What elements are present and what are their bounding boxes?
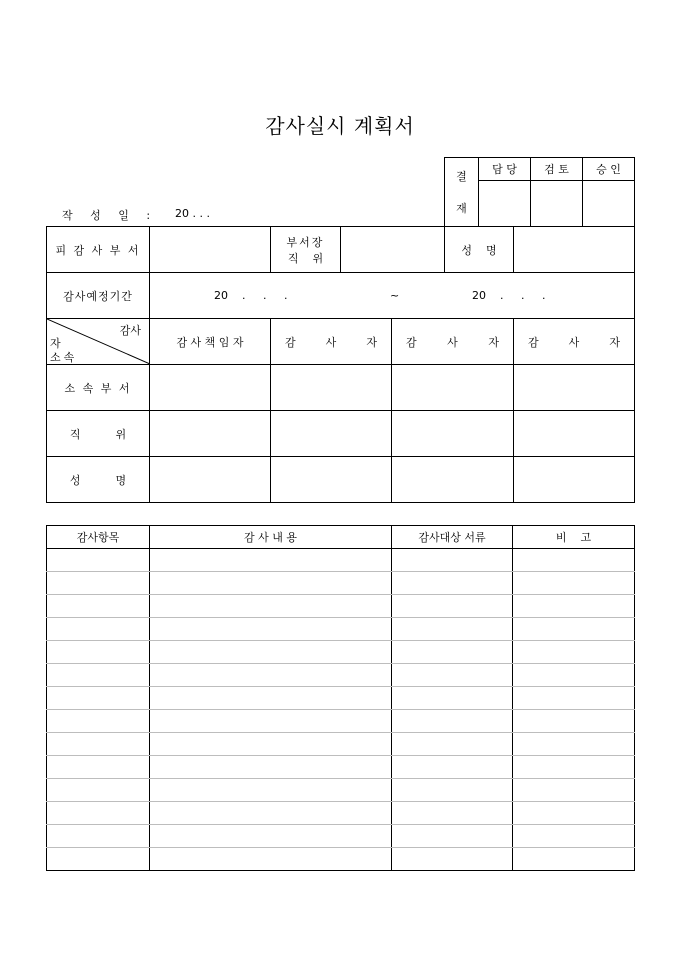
table-row [47,710,635,733]
auditor-3-dept[interactable] [514,365,635,411]
approval-sign-review[interactable] [531,181,583,227]
row-label-position: 직 위 [47,411,150,457]
docs-cell[interactable] [392,825,513,848]
content-cell[interactable] [150,549,392,572]
docs-cell[interactable] [392,779,513,802]
item-cell[interactable] [47,848,150,871]
item-cell[interactable] [47,825,150,848]
item-cell[interactable] [47,595,150,618]
content-cell[interactable] [150,756,392,779]
period-end: 20 . . . [472,289,546,302]
auditor-3-name[interactable] [514,457,635,503]
approval-col-approve: 승 인 [583,158,635,181]
written-date-value[interactable]: 20 . . . [175,207,210,220]
table-row [47,549,635,572]
docs-cell[interactable] [392,641,513,664]
remarks-cell[interactable] [513,825,635,848]
table-row [47,756,635,779]
auditor-2-dept[interactable] [392,365,514,411]
content-cell[interactable] [150,802,392,825]
remarks-cell[interactable] [513,641,635,664]
auditor-lead-name[interactable] [150,457,271,503]
item-cell[interactable] [47,664,150,687]
header-target-docs: 감사대상 서류 [392,526,513,549]
content-cell[interactable] [150,595,392,618]
remarks-cell[interactable] [513,549,635,572]
auditor-2-position[interactable] [392,411,514,457]
period-tilde: ~ [390,289,400,302]
row-label-name: 성 명 [47,457,150,503]
table-row [47,664,635,687]
period-start: 20 . . . [214,289,288,302]
name-field[interactable] [514,227,635,273]
remarks-cell[interactable] [513,595,635,618]
period-field[interactable] [150,273,635,319]
remarks-cell[interactable] [513,733,635,756]
table-row [47,687,635,710]
auditor-lead-header: 감 사 책 임 자 [150,319,271,365]
page-title: 감사실시 계획서 [265,114,415,138]
remarks-cell[interactable] [513,848,635,871]
item-cell[interactable] [47,687,150,710]
table-row [47,618,635,641]
dept-head-field[interactable] [341,227,445,273]
content-cell[interactable] [150,618,392,641]
docs-cell[interactable] [392,595,513,618]
approval-sign-staff[interactable] [479,181,531,227]
approval-col-review: 검 토 [531,158,583,181]
remarks-cell[interactable] [513,687,635,710]
docs-cell[interactable] [392,848,513,871]
auditor-1-dept[interactable] [271,365,392,411]
auditor-header-3: 감 사 자 [514,319,635,365]
auditor-lead-dept[interactable] [150,365,271,411]
item-cell[interactable] [47,756,150,779]
approval-box [444,157,635,227]
content-cell[interactable] [150,825,392,848]
item-cell[interactable] [47,641,150,664]
auditor-2-name[interactable] [392,457,514,503]
audit-items-table [46,525,635,871]
content-cell[interactable] [150,664,392,687]
remarks-cell[interactable] [513,572,635,595]
content-cell[interactable] [150,641,392,664]
docs-cell[interactable] [392,549,513,572]
auditor-header-2: 감 사 자 [392,319,514,365]
auditor-header-1: 감 사 자 [271,319,392,365]
name-label: 성 명 [445,227,514,273]
written-date [62,207,210,223]
item-cell[interactable] [47,733,150,756]
table-row [47,779,635,802]
audited-dept-field[interactable] [150,227,271,273]
table-row [47,595,635,618]
auditor-corner-cell: 감사 자 소속 [47,319,150,365]
docs-cell[interactable] [392,618,513,641]
item-cell[interactable] [47,549,150,572]
table-row [47,733,635,756]
auditor-lead-position[interactable] [150,411,271,457]
audit-info-table [46,226,635,503]
remarks-cell[interactable] [513,779,635,802]
auditor-3-position[interactable] [514,411,635,457]
approval-label: 결 재 [445,158,479,227]
docs-cell[interactable] [392,756,513,779]
table-row [47,848,635,871]
header-audit-item: 감사항목 [47,526,150,549]
content-cell[interactable] [150,848,392,871]
remarks-cell[interactable] [513,664,635,687]
docs-cell[interactable] [392,733,513,756]
table-row [47,802,635,825]
content-cell[interactable] [150,779,392,802]
content-cell[interactable] [150,572,392,595]
content-cell[interactable] [150,710,392,733]
content-cell[interactable] [150,687,392,710]
approval-sign-approve[interactable] [583,181,635,227]
docs-cell[interactable] [392,664,513,687]
audited-dept-label: 피 감 사 부 서 [47,227,150,273]
remarks-cell[interactable] [513,802,635,825]
remarks-cell[interactable] [513,710,635,733]
auditor-1-name[interactable] [271,457,392,503]
remarks-cell[interactable] [513,618,635,641]
item-cell[interactable] [47,779,150,802]
content-cell[interactable] [150,733,392,756]
item-cell[interactable] [47,802,150,825]
header-remarks: 비 고 [513,526,635,549]
item-cell[interactable] [47,710,150,733]
docs-cell[interactable] [392,687,513,710]
table-row [47,641,635,664]
remarks-cell[interactable] [513,756,635,779]
item-cell[interactable] [47,618,150,641]
period-label: 감사예정기간 [47,273,150,319]
docs-cell[interactable] [392,710,513,733]
written-date-label: 작 성 일 : [62,209,158,222]
row-label-dept: 소 속 부 서 [47,365,150,411]
docs-cell[interactable] [392,802,513,825]
item-cell[interactable] [47,572,150,595]
auditor-1-position[interactable] [271,411,392,457]
table-row [47,825,635,848]
table-row [47,572,635,595]
header-audit-content: 감 사 내 용 [150,526,392,549]
approval-col-staff: 담 당 [479,158,531,181]
dept-head-label: 부서장 직 위 [271,227,341,273]
docs-cell[interactable] [392,572,513,595]
